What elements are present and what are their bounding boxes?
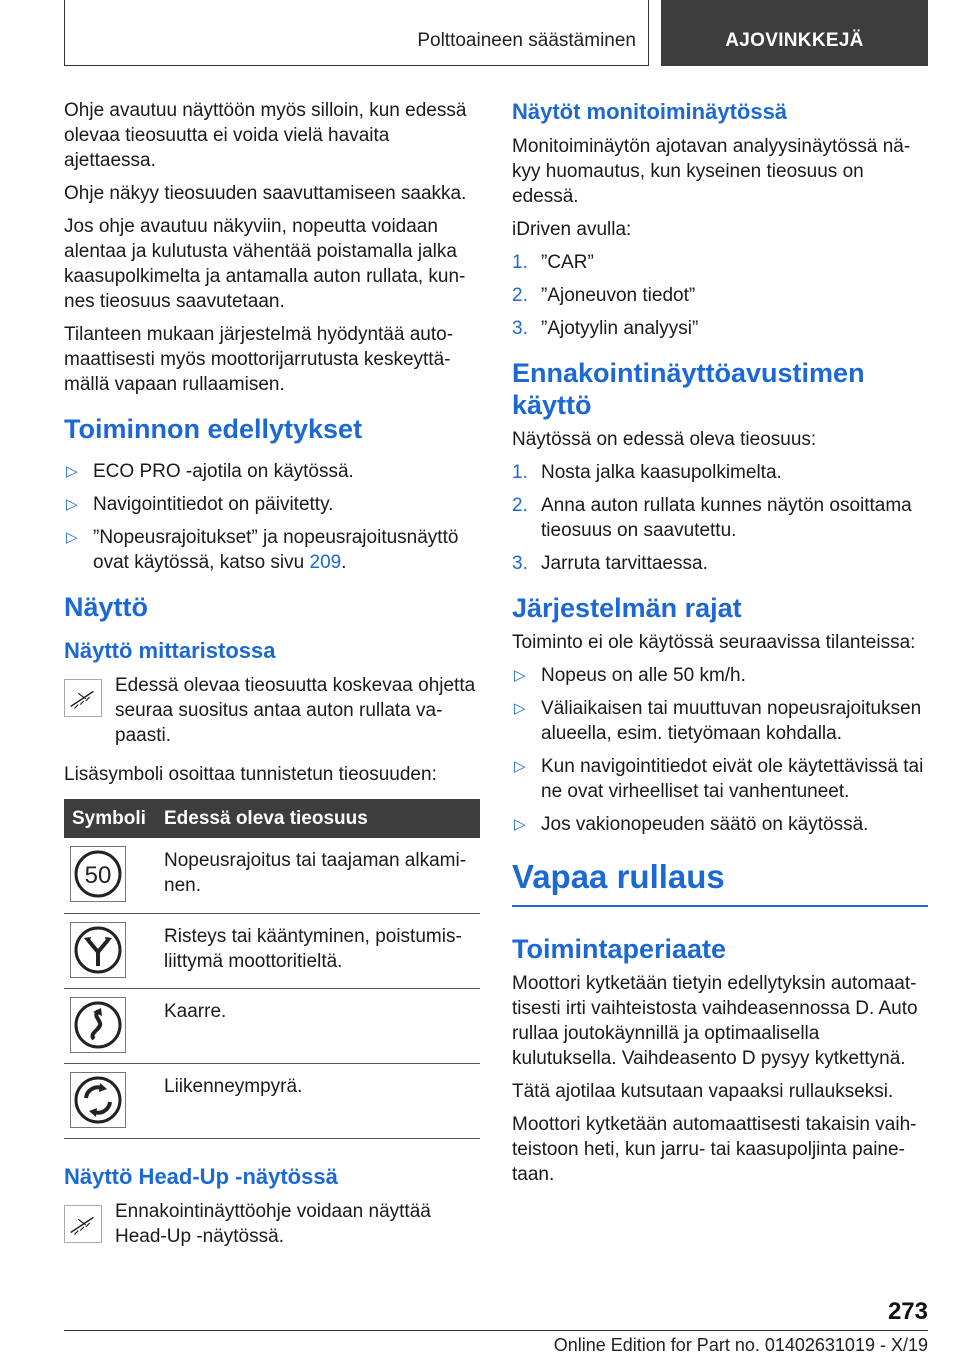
intro-paragraph: Ohje avautuu näyttöön myös silloin, kun edessä olevaa tieosuutta ei voida vielä havaita ajettaessa. [64,100,467,171]
right-column [512,98,928,1195]
coast-heading: Vapaa rullaus [512,857,928,907]
limits-heading: Järjestelmän rajat [512,593,742,623]
prereq-heading: Toiminnon edellytykset [64,414,363,444]
symbol-table [64,799,480,1139]
table-header-row [64,799,480,838]
table-cell: Risteys tai kääntyminen, poistumis-liittymä moottoritieltä. [156,913,480,988]
triangle-bullet-icon: ▷ [514,816,526,833]
triangle-bullet-icon: ▷ [66,496,78,513]
monitor-text: Monitoiminäytön ajotavan analyysinäytössä nä-kyy huomautus, kun kyseinen tieosuus on edessä. [512,136,911,207]
table-cell: Nopeusrajoitus tai taajaman alkami-nen. [156,838,480,913]
list-item: 2. ”Ajoneuvon tiedot” [512,285,696,306]
limits-intro: Toiminto ei ole käytössä seuraavissa tilanteissa: [512,632,916,653]
list-item: 1. Nosta jalka kaasupolkimelta. [512,462,782,483]
monitor-heading: Näytöt monitoiminäytössä [512,99,788,124]
principle-paragraph: Moottori kytketään tietyin edellytyksin automaat-tisesti irti vaihteistosta vaihdeasennossa D. Auto rullaa joutokäynnillä ja optimaalisella kulutuksella. Vaihdeasento D pysyy kytkettynä. [512,973,918,1069]
hud-heading: Näyttö Head-Up -näytössä [64,1163,338,1189]
column-header: Symboli [64,799,156,838]
intro-paragraph: Tilanteen mukaan järjestelmä hyödyntää auto-maattisesti myös moottorijarrutusta keskeyttä-mällä vapaan rullaamisen. [64,324,454,395]
column-header: Edessä oleva tieosuus [156,799,480,838]
prereq-list [64,459,480,575]
page-header [64,0,928,66]
page-number: 273 [887,1298,928,1325]
left-column [64,98,480,1263]
speed-limit-50-icon [70,846,126,902]
intro-paragraph: Jos ohje avautuu näkyviin, nopeutta voidaan alentaa ja kulutusta vähentää poistamalla jalka kaasupolkimelta ja antamalla auton rullata, kun-nes tieosuus saavutetaan. [64,216,466,312]
sign-number: 50 [84,862,112,889]
assist-steps [512,460,928,576]
list-item: ▷ ECO PRO -ajotila on käytössä. [66,461,354,482]
display-heading: Näyttö [64,592,149,622]
list-item: 3. ”Ajotyylin analyysi” [512,318,699,339]
note-pen-icon [64,679,102,717]
page-link[interactable]: 209 [309,552,342,573]
curve-icon [70,997,126,1053]
triangle-bullet-icon: ▷ [514,667,526,684]
list-item: 2. Anna auton rullata kunnes näytön osoittama tieosuus on saavutettu. [512,495,912,541]
edition-footer: Online Edition for Part no. 01402631019 - X/19 [553,1335,928,1355]
triangle-bullet-icon: ▷ [66,529,78,546]
note-text: Ennakointinäyttöohje voidaan näyttää Head-Up -näytössä. [115,1200,431,1247]
assist-intro: Näytössä on edessä oleva tieosuus: [512,429,817,450]
list-item: ▷ Väliaikaisen tai muuttuvan nopeusrajoituksen alueella, esim. tietyömaan kohdalla. [514,698,922,744]
list-item: 1. ”CAR” [512,252,594,273]
footer-divider [64,1330,928,1331]
roundabout-icon [70,1072,126,1128]
info-note [64,1199,480,1249]
list-item: ▷ Jos vakionopeuden säätö on käytössä. [514,814,869,835]
list-item: 3. Jarruta tarvittaessa. [512,553,708,574]
table-cell: Kaarre. [156,988,480,1063]
triangle-bullet-icon: ▷ [66,463,78,480]
table-row [64,988,480,1063]
principle-paragraph: Moottori kytketään automaattisesti takaisin vaih-teistoon heti, kun jarru- tai kaasupoljinta paine-taan. [512,1114,917,1185]
table-cell: Liikenneympyrä. [156,1063,480,1138]
principle-heading: Toimintaperiaate [512,934,727,964]
intro-paragraph: Ohje näkyy tieosuuden saavuttamiseen saakka. [64,183,467,204]
note-pen-icon [64,1205,102,1243]
list-item: ▷ Nopeus on alle 50 km/h. [514,665,746,686]
info-note [64,673,480,748]
cluster-heading: Näyttö mittaristossa [64,638,276,663]
limits-list [512,663,928,837]
section-title: Polttoaineen säästäminen [417,30,636,51]
extra-symbol-text: Lisäsymboli osoittaa tunnistetun tieosuuden: [64,764,437,785]
triangle-bullet-icon: ▷ [514,758,526,775]
table-row [64,838,480,913]
chapter-tab [661,0,928,66]
section-tab [64,0,649,66]
assist-heading: Ennakointinäyttöavustimen käyttö [512,358,865,420]
list-item: ▷ Navigointitiedot on päivitetty. [66,494,334,515]
triangle-bullet-icon: ▷ [514,700,526,717]
list-item: ▷ ”Nopeusrajoitukset” ja nopeusrajoitusnäyttö ovat käytössä, katso sivu 209. [66,527,459,573]
chapter-title: AJOVINKKEJÄ [725,30,864,51]
table-row [64,913,480,988]
note-text: Edessä olevaa tieosuutta koskevaa ohjetta seuraa suositus antaa auton rullata va-paasti. [115,675,476,746]
principle-paragraph: Tätä ajotilaa kutsutaan vapaaksi rullaukseksi. [512,1081,894,1102]
table-row [64,1063,480,1138]
junction-icon [70,922,126,978]
idrive-text: iDriven avulla: [512,219,632,240]
list-item: ▷ Kun navigointitiedot eivät ole käytettävissä tai ne ovat virheelliset tai vanhentuneet. [514,756,924,802]
idrive-steps [512,250,928,341]
